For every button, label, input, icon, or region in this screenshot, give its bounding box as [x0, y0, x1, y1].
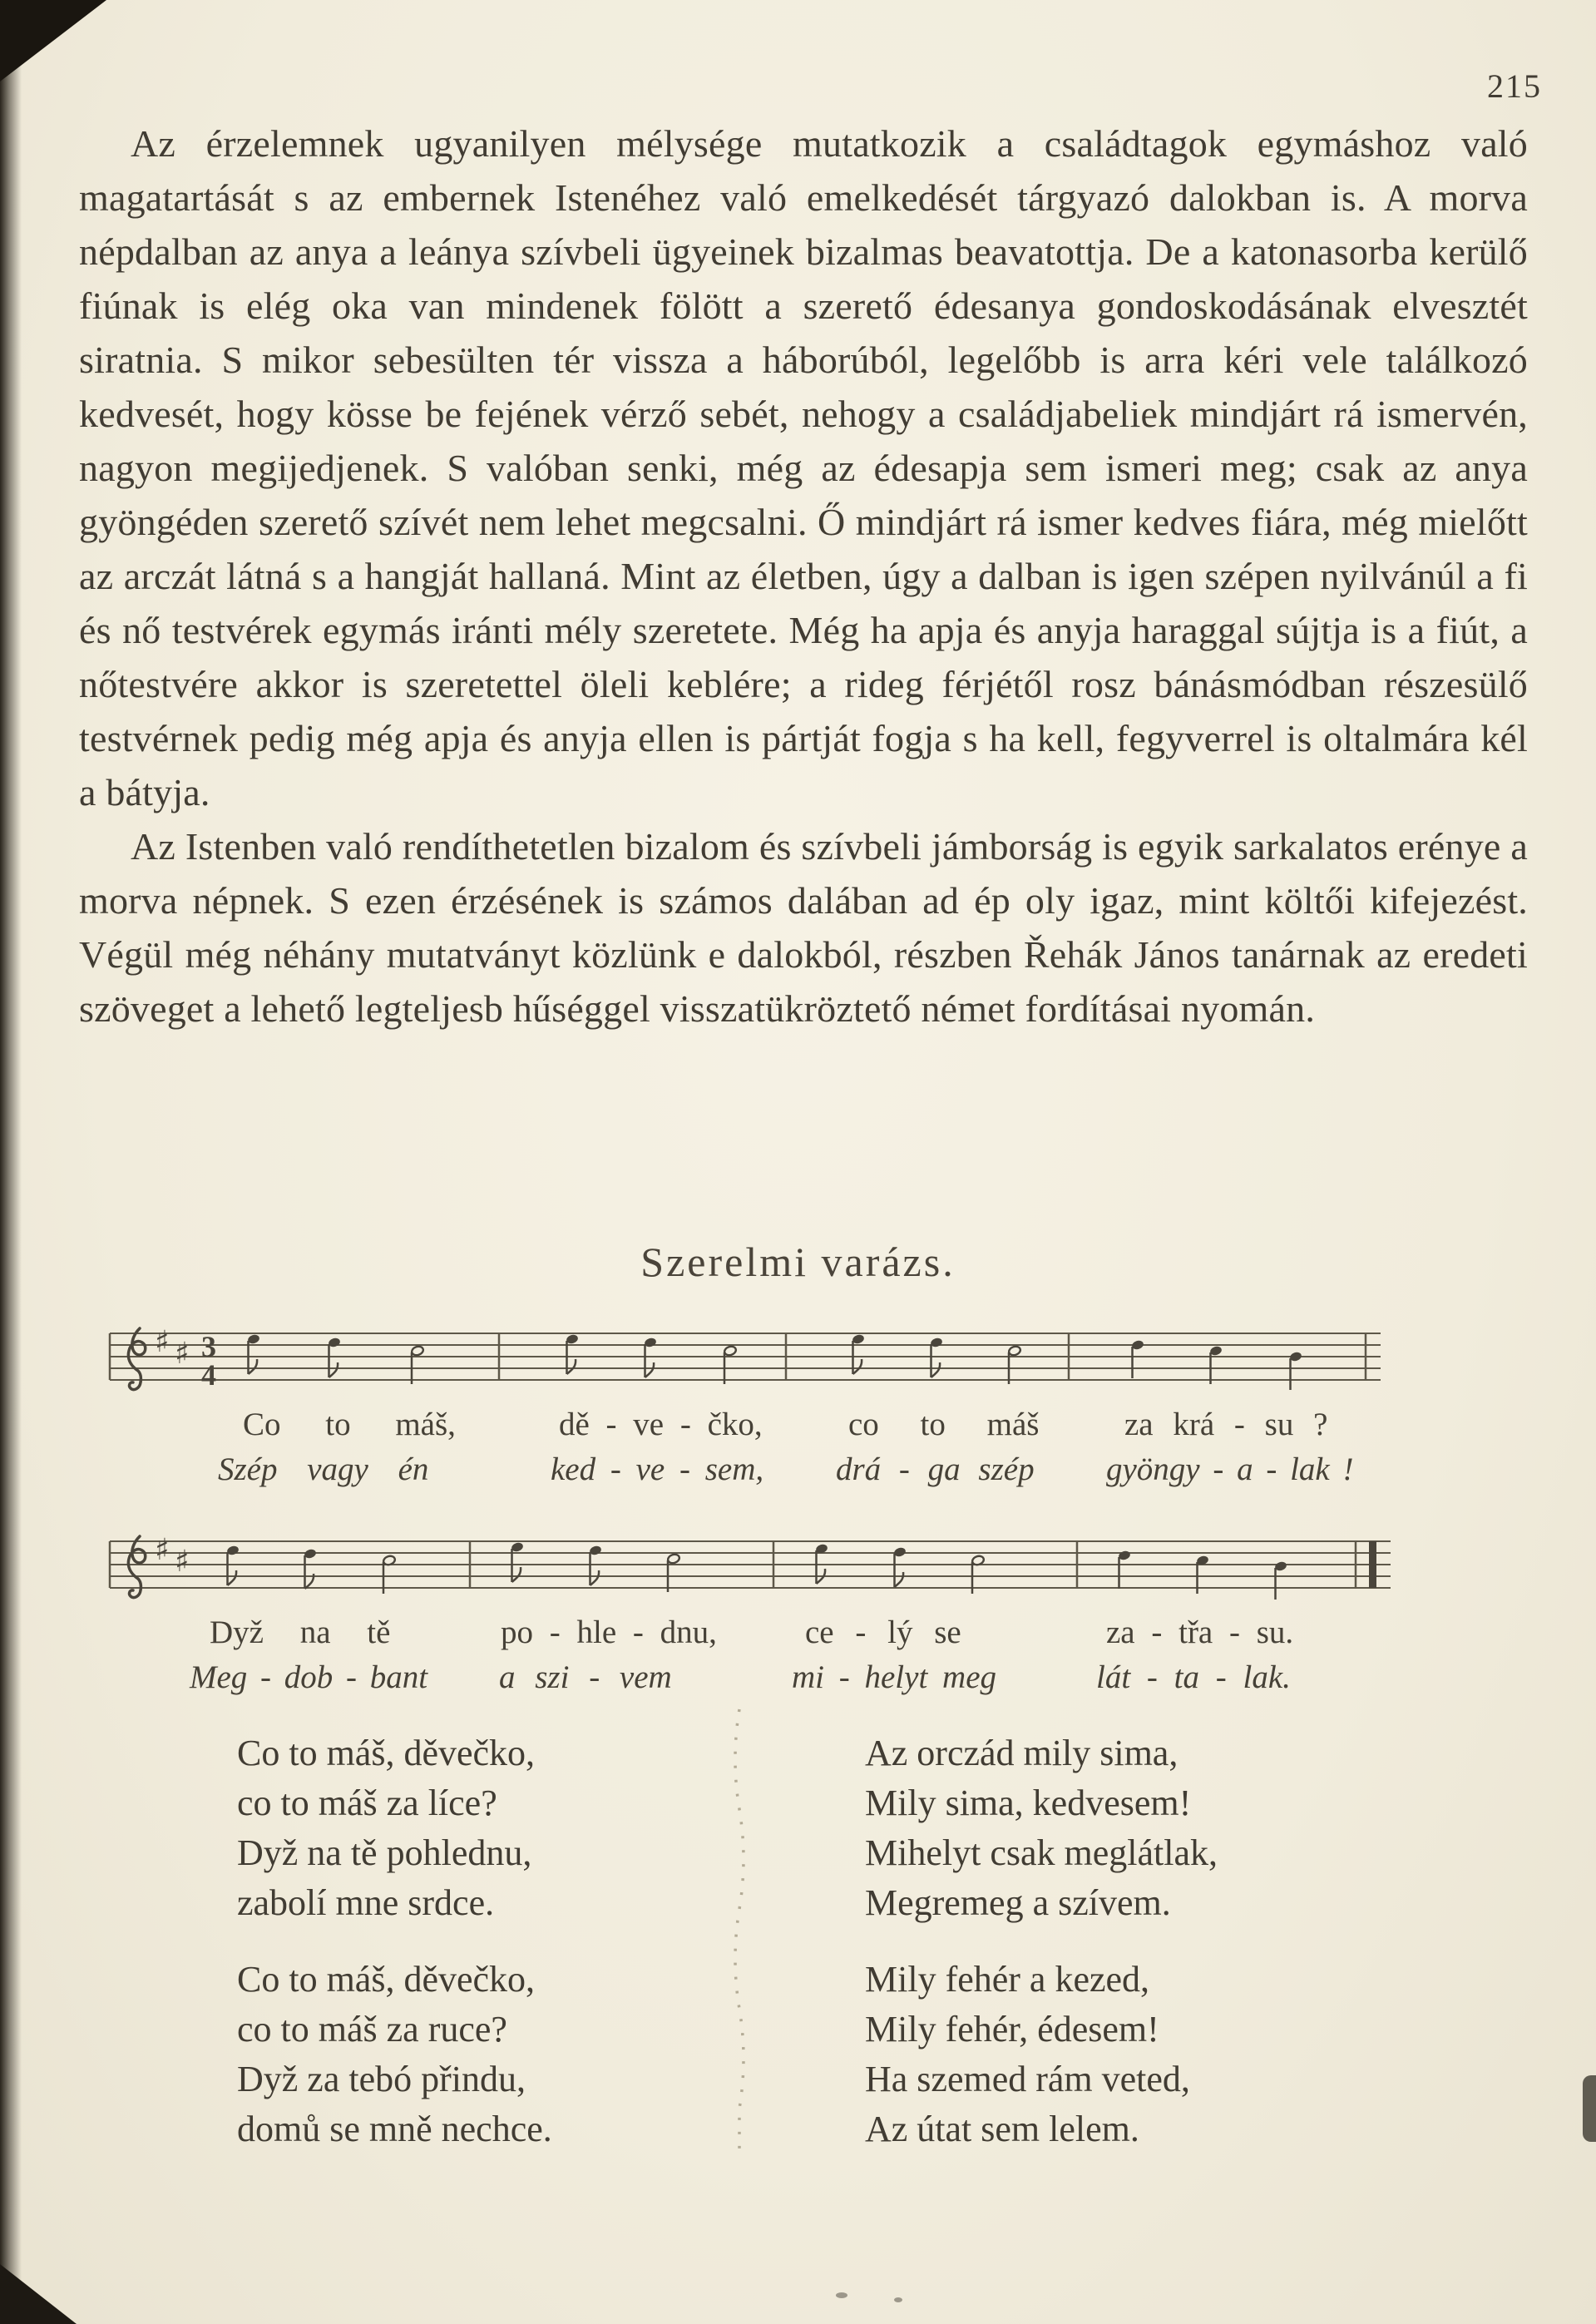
verse-line: Mily fehér a kezed, [865, 1959, 1150, 2000]
stanza-1 [865, 1728, 1218, 1928]
note-icon [304, 1548, 317, 1589]
note-icon [815, 1543, 828, 1584]
note-icon [411, 1345, 424, 1384]
verse-line: Mily sima, kedvesem! [865, 1783, 1192, 1823]
lyric-staff2-czech-m4: za - třa - su. [1106, 1614, 1294, 1650]
scan-mark-right-edge [1583, 2075, 1596, 2142]
sharp-icon: ♯ [155, 1535, 170, 1567]
column-divider [717, 1705, 758, 2158]
verse-line: Mihelyt csak meglátlak, [865, 1832, 1218, 1873]
verse-line: Dyž na tě pohlednu, [237, 1832, 532, 1873]
note-icon [1131, 1339, 1144, 1378]
music-staff-2 [108, 1535, 1397, 1605]
verse-line: zabolí mne srdce. [237, 1882, 495, 1923]
notes [226, 1541, 1287, 1600]
verse-line: domů se mně nechce. [237, 2109, 552, 2149]
verse-column-hungarian [865, 1728, 1218, 2154]
lyric-staff2-czech-m3: ce - lý se [805, 1614, 961, 1650]
verse-line: Dyž za tebó přindu, [237, 2059, 526, 2099]
lyric-staff1-czech-m4: za krá - su ? [1124, 1407, 1328, 1442]
note-icon [724, 1345, 737, 1384]
note-icon [1289, 1351, 1302, 1390]
lyric-staff1-czech-m3: co to máš [848, 1407, 1040, 1442]
scan-speck [894, 2297, 902, 2302]
sharp-icon: ♯ [175, 1545, 190, 1579]
scan-corner-top-left [0, 0, 106, 82]
body-text [79, 116, 1528, 1036]
verse-line: Az útat sem lelem. [865, 2109, 1139, 2149]
verse-column-czech [237, 1728, 552, 2154]
verse-line: Co to máš, děvečko, [237, 1959, 536, 2000]
stanza-2 [865, 1955, 1218, 2154]
verse-line: Mily fehér, édesem! [865, 2009, 1159, 2050]
sharp-icon: ♯ [155, 1327, 170, 1359]
time-signature-top: 3 [201, 1330, 216, 1363]
scan-corner-bottom-left [0, 2264, 77, 2324]
note-icon [667, 1553, 680, 1592]
verse-line: Az orczád mily sima, [865, 1733, 1178, 1773]
music-staff-1 [108, 1327, 1389, 1397]
note-icon [1008, 1345, 1021, 1384]
verse-line: co to máš za líce? [237, 1783, 497, 1823]
scan-edge-left [0, 0, 22, 2324]
staff-lines [110, 1333, 1381, 1380]
note-icon [1274, 1560, 1287, 1600]
stanza-1 [237, 1728, 552, 1928]
lyric-staff2-hungarian-m1: Meg - dob - bant [190, 1659, 428, 1695]
section-title: Szerelmi varázs. [640, 1239, 956, 1285]
lyric-staff1-hungarian-m1: Szép vagy én [218, 1451, 429, 1487]
verse-line: Co to máš, děvečko, [237, 1733, 536, 1773]
lyric-staff2-czech-m1: Dyž na tě [210, 1614, 391, 1650]
time-signature-bottom: 4 [201, 1358, 216, 1392]
page-number: 215 [1487, 67, 1542, 105]
paragraph-2: Az Istenben való rendíthetetlen bizalom és szívbeli jámborság is egyik sarkalatos erénye a morva népnek. S ezen érzésének is számos dalában ad ép oly igaz, mint költői kifejezést. Végül még néhány mutatványt közlünk e dalokból, részben Řehák János tanárnak az eredeti szöveget a lehető legteljesb hűséggel visszatükröztető német fordításai nyomán. [79, 825, 1528, 1030]
lyric-staff1-hungarian-m2: ked - ve - sem, [551, 1451, 764, 1487]
lyric-staff2-hungarian-m2: a szi - vem [499, 1659, 672, 1695]
verse-line: Megremeg a szívem. [865, 1882, 1171, 1923]
verse-line: Ha szemed rám veted, [865, 2059, 1190, 2099]
notes [247, 1333, 1302, 1390]
final-barline [1369, 1541, 1376, 1588]
lyric-staff2-czech-m2: po - hle - dnu, [501, 1614, 717, 1650]
note-icon [1118, 1550, 1131, 1589]
staff-lines [110, 1541, 1391, 1588]
sharp-icon: ♯ [175, 1337, 190, 1371]
note-icon [893, 1546, 907, 1587]
verse-line: co to máš za ruce? [237, 2009, 507, 2050]
note-icon [1209, 1345, 1223, 1384]
lyric-staff1-hungarian-m3: drá - ga szép [836, 1451, 1035, 1487]
scan-speck [836, 2292, 847, 2298]
lyric-staff1-czech-m1: Co to máš, [243, 1407, 456, 1442]
lyric-staff2-hungarian-m3: mi - helyt meg [792, 1659, 997, 1695]
stanza-2 [237, 1955, 552, 2154]
lyric-staff1-czech-m2: dě - ve - čko, [559, 1407, 763, 1442]
lyric-staff2-hungarian-m4: lát - ta - lak. [1096, 1659, 1291, 1695]
paragraph-1: Az érzelemnek ugyanilyen mélysége mutatkozik a családtagok egymáshoz való magatartását s az embernek Istenéhez való emelkedését tárgyazó dalokban is. A morva népdalban az anya a leánya szívbeli ügyeinek bizalmas beavatottja. De a katonasorba kerülő fiúnak is elég oka van mindenek fölött a szerető édesanya gondoskodásának elvesztét siratnia. S mikor sebesülten tér vissza a háborúból, legelőbb is arra kéri vele találkozó kedvesét, hogy kösse be fejének vérző sebét, nehogy a családjabeliek mindjárt rá ismervén, nagyon megijedjenek. S valóban senki, még az édesapja sem ismeri meg; csak az anya gyöngéden szerető szívét nem lehet megcsalni. Ő mindjárt rá ismer kedves fiára, még mielőtt az arczát látná s a hangját hallaná. Mint az életben, úgy a dalban is igen szépen nyilvánúl a fi és nő testvérek egymás iránti mély szeretete. Még ha apja és anyja haraggal sújtja is a fiút, a nőtestvére akkor is szeretettel öleli keblére; a rideg férjétől rosz bánásmódban részesülő testvérnek pedig még apja és anyja ellen is pártját fogja s ha kell, fegyverrel is oltalmára kél a bátyja. [79, 122, 1528, 813]
lyric-staff1-hungarian-m4: gyöngy - a - lak ! [1106, 1451, 1354, 1487]
